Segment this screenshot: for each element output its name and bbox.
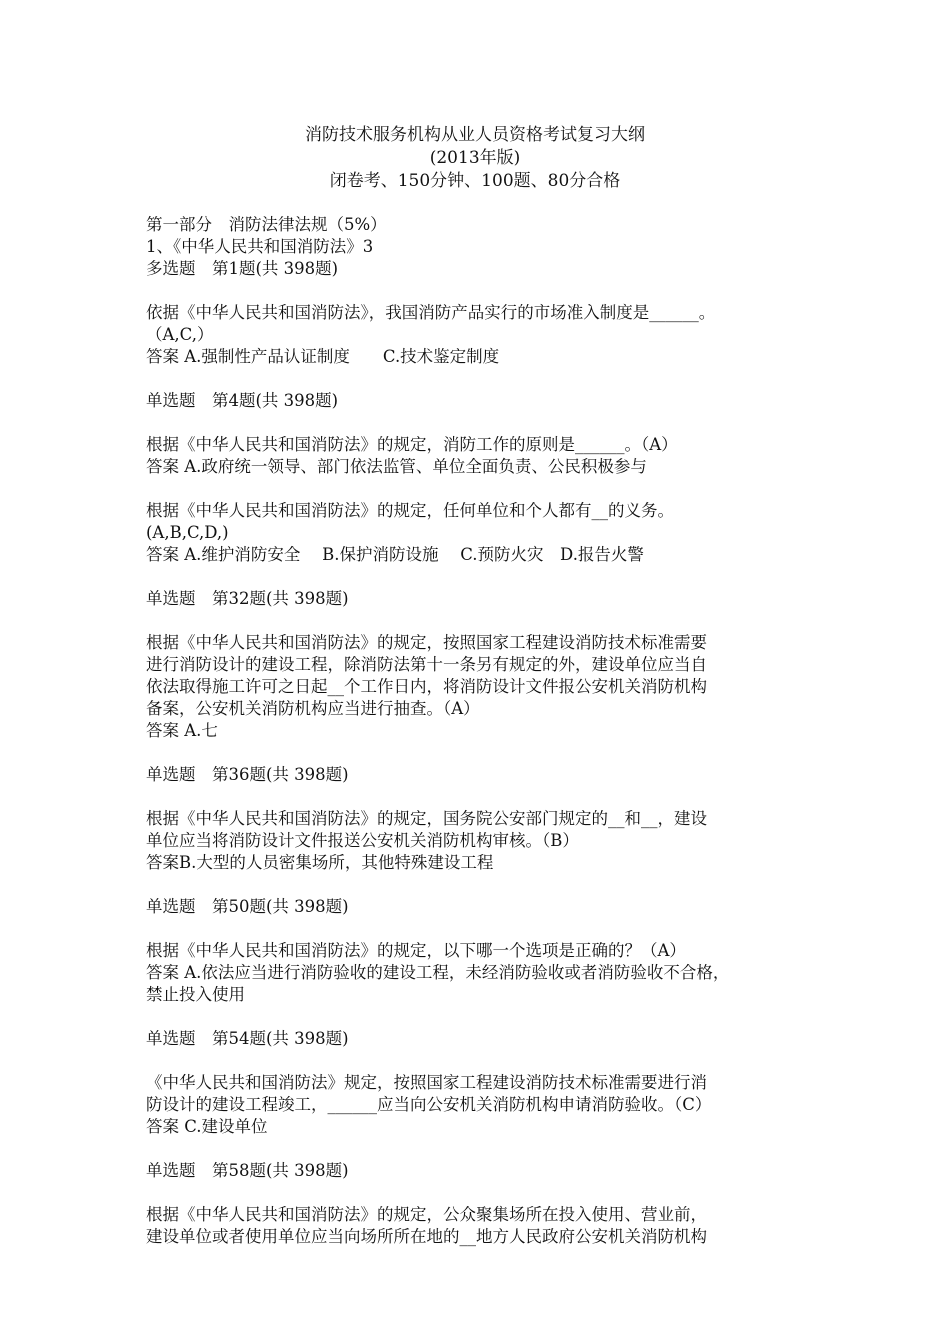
question-type: 单选题 第54题(共 398题) (146, 1029, 349, 1048)
question-key: （A,C,） (146, 325, 214, 344)
exam-info: 闭卷考、150分钟、100题、80分合格 (329, 171, 621, 191)
question-text: 根据《中华人民共和国消防法》的规定，任何单位和个人都有__的义务。 (146, 501, 674, 520)
question-block (146, 1028, 826, 1138)
question-text: 根据《中华人民共和国消防法》的规定，以下哪一个选项是正确的？（A） (146, 941, 686, 960)
question-block (146, 764, 826, 874)
question-answer: 答案 A.维护消防安全 B.保护消防设施 C.预防火灾 D.报告火警 (146, 545, 644, 564)
question-block (146, 588, 826, 742)
document-body (146, 214, 826, 1248)
spacer (146, 1006, 826, 1028)
question-type: 单选题 第32题(共 398题) (146, 589, 349, 608)
question-text: 进行消防设计的建设工程，除消防法第十一条另有规定的外，建设单位应当自 (146, 655, 707, 674)
section-heading: 第一部分 消防法律法规（5%） (146, 215, 387, 234)
question-text: 防设计的建设工程竣工，______应当向公安机关消防机构申请消防验收。（C） (146, 1095, 712, 1114)
question-answer: 禁止投入使用 (146, 985, 245, 1004)
question-type: 单选题 第50题(共 398题) (146, 897, 349, 916)
question-text: 备案，公安机关消防机构应当进行抽查。（A） (146, 699, 480, 718)
document-title: 消防技术服务机构从业人员资格考试复习大纲 (305, 125, 645, 145)
question-text: 《中华人民共和国消防法》规定，按照国家工程建设消防技术标准需要进行消 (146, 1073, 707, 1092)
spacer (146, 368, 826, 390)
question-type: 单选题 第58题(共 398题) (146, 1161, 349, 1180)
spacer (146, 1182, 826, 1204)
question-key: (A,B,C,D,) (146, 523, 229, 542)
question-text: 单位应当将消防设计文件报送公安机关消防机构审核。（B） (146, 831, 579, 850)
question-text: 建设单位或者使用单位应当向场所所在地的__地方人民政府公安机关消防机构 (146, 1227, 707, 1246)
spacer (146, 610, 826, 632)
question-block (146, 258, 826, 368)
spacer (146, 566, 826, 588)
question-block (146, 390, 826, 478)
spacer (146, 874, 826, 896)
question-text: 根据《中华人民共和国消防法》的规定，消防工作的原则是______。（A） (146, 435, 678, 454)
question-text: 根据《中华人民共和国消防法》的规定，公众聚集场所在投入使用、营业前， (146, 1205, 707, 1224)
spacer (146, 1138, 826, 1160)
document-header (0, 124, 950, 193)
spacer (146, 742, 826, 764)
question-answer: 答案 A.七 (146, 721, 218, 740)
spacer (146, 1050, 826, 1072)
spacer (146, 412, 826, 434)
question-answer: 答案B.大型的人员密集场所，其他特殊建设工程 (146, 853, 494, 872)
law-heading: 1、《中华人民共和国消防法》3 (146, 237, 374, 256)
question-type: 单选题 第4题(共 398题) (146, 391, 339, 410)
question-type: 多选题 第1题(共 398题) (146, 259, 339, 278)
question-block (146, 1160, 826, 1248)
document-edition: (2013年版) (429, 148, 521, 168)
question-text: 依法取得施工许可之日起__个工作日内，将消防设计文件报公安机关消防机构 (146, 677, 707, 696)
question-type: 单选题 第36题(共 398题) (146, 765, 349, 784)
spacer (146, 478, 826, 500)
question-answer: 答案 A.强制性产品认证制度 C.技术鉴定制度 (146, 347, 500, 366)
spacer (146, 786, 826, 808)
spacer (146, 918, 826, 940)
question-answer: 答案 A.依法应当进行消防验收的建设工程，未经消防验收或者消防验收不合格， (146, 963, 730, 982)
question-text: 依据《中华人民共和国消防法》，我国消防产品实行的市场准入制度是______。 (146, 303, 716, 322)
question-text: 根据《中华人民共和国消防法》的规定，按照国家工程建设消防技术标准需要 (146, 633, 707, 652)
question-answer: 答案 C.建设单位 (146, 1117, 268, 1136)
question-block (146, 500, 826, 566)
question-text: 根据《中华人民共和国消防法》的规定，国务院公安部门规定的__和__，建设 (146, 809, 707, 828)
question-answer: 答案 A.政府统一领导、部门依法监管、单位全面负责、公民积极参与 (146, 457, 647, 476)
question-block (146, 896, 826, 1006)
spacer (146, 280, 826, 302)
